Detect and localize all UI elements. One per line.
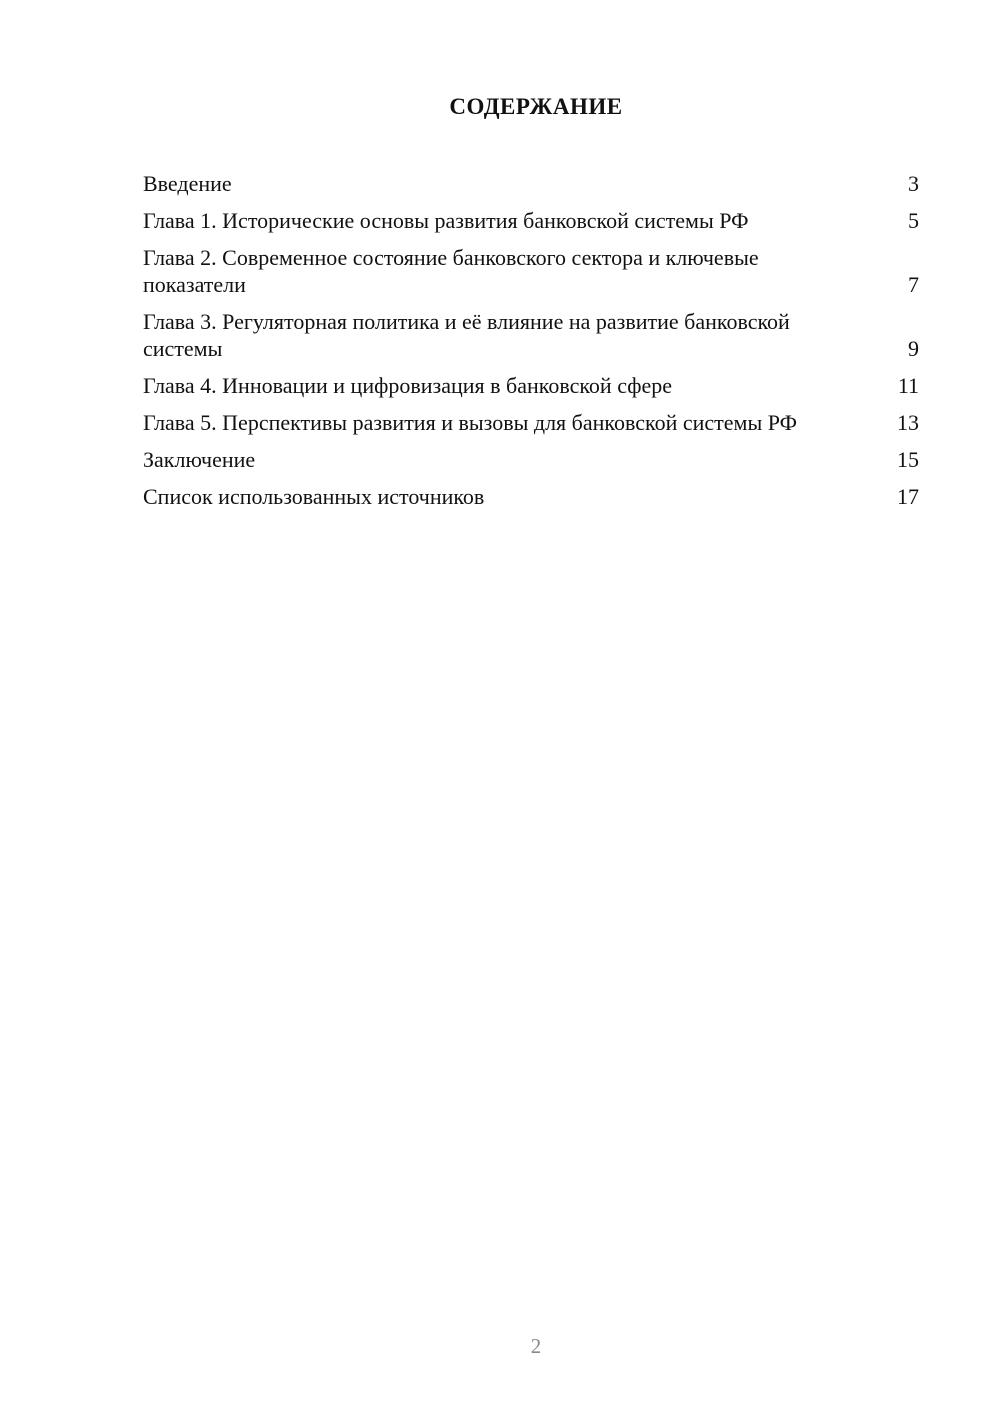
toc-entry-page: 17 [897, 484, 919, 509]
toc-entry-references [143, 483, 919, 510]
toc-entry-text: Глава 5. Перспективы развития и вызовы для банковской системы РФ [143, 410, 797, 435]
toc-entry-conclusion [143, 446, 919, 473]
toc-entry-text: Список использованных источников [143, 484, 485, 509]
toc-entry-page: 7 [908, 272, 919, 297]
toc-entry-text: Глава 2. Современное состояние банковского сектора и ключевые показатели [143, 245, 759, 297]
table-of-contents [143, 170, 919, 520]
toc-entry-page: 15 [897, 447, 919, 472]
toc-entry-introduction [143, 170, 919, 197]
toc-entry-chapter-3 [143, 308, 919, 362]
toc-entry-chapter-5 [143, 409, 919, 436]
page-title: СОДЕРЖАНИЕ [449, 94, 623, 119]
toc-entry-text: Введение [143, 171, 232, 196]
toc-entry-chapter-2 [143, 244, 919, 298]
page-number: 2 [530, 1334, 542, 1358]
toc-entry-chapter-1 [143, 207, 919, 234]
toc-entry-page: 11 [897, 373, 919, 398]
toc-entry-text: Глава 4. Инновации и цифровизация в банковской сфере [143, 373, 673, 398]
toc-entry-page: 9 [908, 336, 919, 361]
toc-entry-text: Заключение [143, 447, 256, 472]
toc-entry-text: Глава 3. Регуляторная политика и её влияние на развитие банковской системы [143, 309, 790, 361]
toc-entry-page: 5 [908, 208, 919, 233]
toc-entry-chapter-4 [143, 372, 919, 399]
toc-entry-page: 13 [897, 410, 919, 435]
toc-entry-page: 3 [908, 171, 919, 196]
toc-entry-text: Глава 1. Исторические основы развития банковской системы РФ [143, 208, 749, 233]
